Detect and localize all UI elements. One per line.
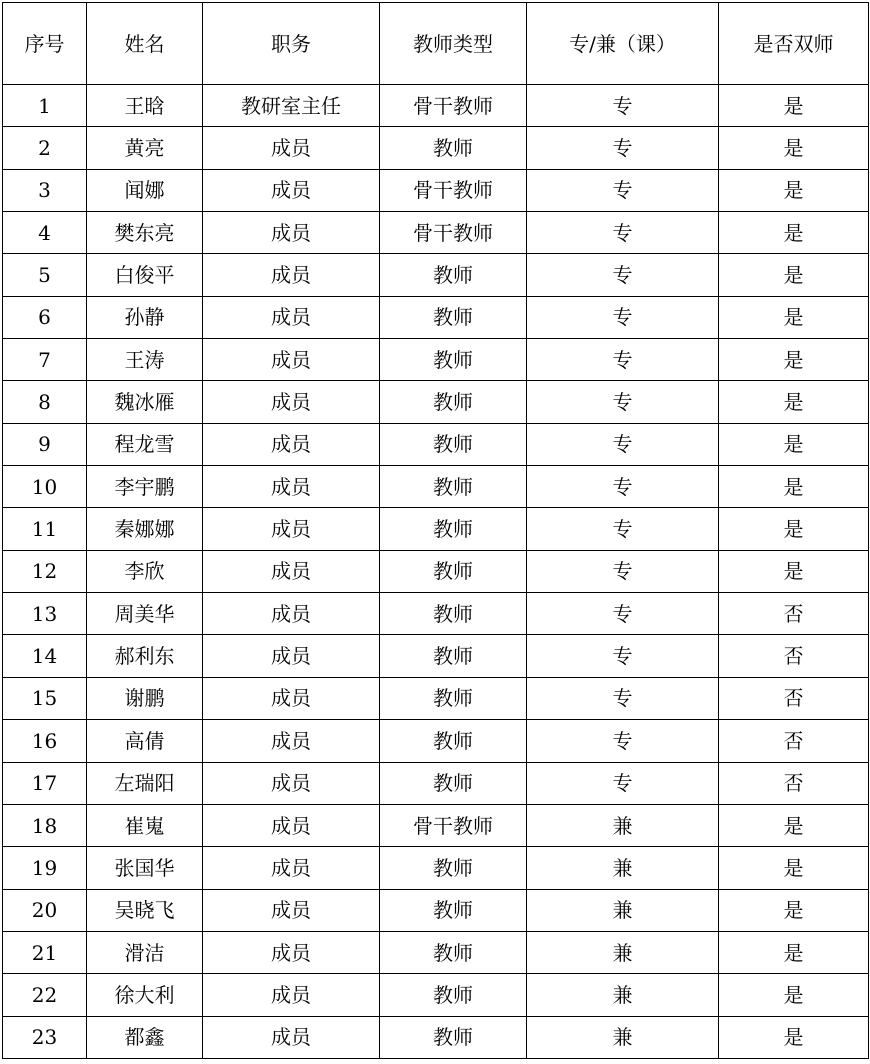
table-row — [3, 974, 869, 1016]
cell-dual-qualified: 是 — [719, 508, 869, 550]
cell-teacher-type: 教师 — [380, 466, 527, 508]
cell-position: 成员 — [203, 720, 380, 762]
cell-teacher-type: 教师 — [380, 339, 527, 381]
cell-dual-qualified: 是 — [719, 847, 869, 889]
cell-position: 成员 — [203, 423, 380, 465]
table-row — [3, 804, 869, 846]
cell-teacher-type: 教师 — [380, 423, 527, 465]
staff-table — [2, 2, 869, 1059]
cell-position: 成员 — [203, 593, 380, 635]
cell-fulltime-parttime: 专 — [527, 381, 719, 423]
cell-dual-qualified: 是 — [719, 1016, 869, 1058]
header-dual-qualified: 是否双师 — [719, 3, 869, 85]
cell-teacher-type: 教师 — [380, 381, 527, 423]
cell-index: 9 — [3, 423, 87, 465]
cell-name: 谢鹏 — [87, 677, 203, 719]
cell-dual-qualified: 是 — [719, 85, 869, 127]
cell-index: 18 — [3, 804, 87, 846]
cell-dual-qualified: 是 — [719, 169, 869, 211]
cell-fulltime-parttime: 专 — [527, 508, 719, 550]
cell-teacher-type: 教师 — [380, 296, 527, 338]
cell-name: 周美华 — [87, 593, 203, 635]
cell-teacher-type: 教师 — [380, 593, 527, 635]
cell-fulltime-parttime: 专 — [527, 466, 719, 508]
cell-name: 高倩 — [87, 720, 203, 762]
table-row — [3, 254, 869, 296]
cell-position: 教研室主任 — [203, 85, 380, 127]
cell-fulltime-parttime: 专 — [527, 85, 719, 127]
header-teacher-type: 教师类型 — [380, 3, 527, 85]
cell-dual-qualified: 是 — [719, 974, 869, 1016]
cell-dual-qualified: 是 — [719, 339, 869, 381]
cell-teacher-type: 骨干教师 — [380, 804, 527, 846]
cell-index: 8 — [3, 381, 87, 423]
table-row — [3, 593, 869, 635]
table-row — [3, 931, 869, 973]
cell-name: 李宇鹏 — [87, 466, 203, 508]
cell-dual-qualified: 是 — [719, 296, 869, 338]
cell-teacher-type: 骨干教师 — [380, 85, 527, 127]
table-row — [3, 127, 869, 169]
cell-dual-qualified: 是 — [719, 127, 869, 169]
table-row — [3, 85, 869, 127]
cell-teacher-type: 教师 — [380, 508, 527, 550]
cell-name: 吴晓飞 — [87, 889, 203, 931]
cell-name: 闻娜 — [87, 169, 203, 211]
cell-fulltime-parttime: 专 — [527, 593, 719, 635]
cell-fulltime-parttime: 兼 — [527, 1016, 719, 1058]
header-position: 职务 — [203, 3, 380, 85]
cell-dual-qualified: 是 — [719, 466, 869, 508]
cell-teacher-type: 教师 — [380, 1016, 527, 1058]
table-row — [3, 212, 869, 254]
table-row — [3, 508, 869, 550]
cell-fulltime-parttime: 专 — [527, 339, 719, 381]
cell-index: 5 — [3, 254, 87, 296]
cell-fulltime-parttime: 专 — [527, 127, 719, 169]
cell-dual-qualified: 否 — [719, 720, 869, 762]
table-row — [3, 466, 869, 508]
table-row — [3, 762, 869, 804]
cell-name: 白俊平 — [87, 254, 203, 296]
cell-position: 成员 — [203, 381, 380, 423]
cell-name: 秦娜娜 — [87, 508, 203, 550]
cell-teacher-type: 教师 — [380, 847, 527, 889]
cell-fulltime-parttime: 兼 — [527, 804, 719, 846]
cell-teacher-type: 教师 — [380, 677, 527, 719]
cell-position: 成员 — [203, 254, 380, 296]
cell-name: 孙静 — [87, 296, 203, 338]
cell-teacher-type: 教师 — [380, 254, 527, 296]
cell-name: 魏冰雁 — [87, 381, 203, 423]
table-row — [3, 550, 869, 592]
cell-index: 7 — [3, 339, 87, 381]
cell-position: 成员 — [203, 677, 380, 719]
cell-name: 都鑫 — [87, 1016, 203, 1058]
cell-teacher-type: 教师 — [380, 720, 527, 762]
cell-dual-qualified: 是 — [719, 550, 869, 592]
cell-teacher-type: 教师 — [380, 550, 527, 592]
cell-position: 成员 — [203, 762, 380, 804]
cell-position: 成员 — [203, 847, 380, 889]
cell-name: 徐大利 — [87, 974, 203, 1016]
cell-position: 成员 — [203, 339, 380, 381]
cell-position: 成员 — [203, 212, 380, 254]
cell-index: 22 — [3, 974, 87, 1016]
cell-dual-qualified: 否 — [719, 635, 869, 677]
table-row — [3, 847, 869, 889]
cell-fulltime-parttime: 兼 — [527, 974, 719, 1016]
cell-index: 15 — [3, 677, 87, 719]
cell-index: 1 — [3, 85, 87, 127]
cell-fulltime-parttime: 专 — [527, 296, 719, 338]
cell-name: 张国华 — [87, 847, 203, 889]
cell-fulltime-parttime: 专 — [527, 254, 719, 296]
table-row — [3, 423, 869, 465]
cell-teacher-type: 教师 — [380, 127, 527, 169]
cell-index: 12 — [3, 550, 87, 592]
cell-index: 11 — [3, 508, 87, 550]
cell-fulltime-parttime: 专 — [527, 550, 719, 592]
cell-fulltime-parttime: 兼 — [527, 889, 719, 931]
cell-teacher-type: 骨干教师 — [380, 169, 527, 211]
cell-name: 左瑞阳 — [87, 762, 203, 804]
cell-index: 2 — [3, 127, 87, 169]
cell-dual-qualified: 是 — [719, 423, 869, 465]
table-body — [3, 3, 869, 1059]
cell-position: 成员 — [203, 466, 380, 508]
cell-position: 成员 — [203, 550, 380, 592]
cell-index: 23 — [3, 1016, 87, 1058]
cell-fulltime-parttime: 专 — [527, 169, 719, 211]
cell-name: 王涛 — [87, 339, 203, 381]
cell-dual-qualified: 否 — [719, 593, 869, 635]
table-row — [3, 339, 869, 381]
header-index: 序号 — [3, 3, 87, 85]
cell-name: 崔嵬 — [87, 804, 203, 846]
table-row — [3, 889, 869, 931]
cell-name: 黄亮 — [87, 127, 203, 169]
table-header-row — [3, 3, 869, 85]
table-row — [3, 381, 869, 423]
cell-index: 6 — [3, 296, 87, 338]
cell-position: 成员 — [203, 169, 380, 211]
cell-index: 10 — [3, 466, 87, 508]
cell-teacher-type: 教师 — [380, 974, 527, 1016]
cell-name: 李欣 — [87, 550, 203, 592]
cell-name: 樊东亮 — [87, 212, 203, 254]
cell-name: 郝利东 — [87, 635, 203, 677]
cell-position: 成员 — [203, 804, 380, 846]
cell-teacher-type: 教师 — [380, 931, 527, 973]
cell-teacher-type: 教师 — [380, 635, 527, 677]
cell-fulltime-parttime: 专 — [527, 212, 719, 254]
cell-name: 王晗 — [87, 85, 203, 127]
cell-index: 4 — [3, 212, 87, 254]
cell-index: 19 — [3, 847, 87, 889]
cell-dual-qualified: 是 — [719, 804, 869, 846]
cell-index: 20 — [3, 889, 87, 931]
cell-fulltime-parttime: 兼 — [527, 847, 719, 889]
cell-dual-qualified: 是 — [719, 381, 869, 423]
cell-fulltime-parttime: 专 — [527, 677, 719, 719]
cell-teacher-type: 教师 — [380, 762, 527, 804]
cell-index: 13 — [3, 593, 87, 635]
cell-dual-qualified: 是 — [719, 931, 869, 973]
table-row — [3, 720, 869, 762]
cell-fulltime-parttime: 专 — [527, 762, 719, 804]
cell-fulltime-parttime: 专 — [527, 720, 719, 762]
cell-index: 14 — [3, 635, 87, 677]
cell-name: 程龙雪 — [87, 423, 203, 465]
cell-position: 成员 — [203, 508, 380, 550]
cell-position: 成员 — [203, 974, 380, 1016]
cell-teacher-type: 教师 — [380, 889, 527, 931]
cell-position: 成员 — [203, 296, 380, 338]
cell-position: 成员 — [203, 889, 380, 931]
cell-dual-qualified: 是 — [719, 889, 869, 931]
cell-index: 17 — [3, 762, 87, 804]
cell-fulltime-parttime: 专 — [527, 423, 719, 465]
cell-position: 成员 — [203, 1016, 380, 1058]
cell-teacher-type: 骨干教师 — [380, 212, 527, 254]
cell-index: 16 — [3, 720, 87, 762]
cell-fulltime-parttime: 专 — [527, 635, 719, 677]
cell-dual-qualified: 是 — [719, 254, 869, 296]
cell-dual-qualified: 是 — [719, 212, 869, 254]
header-name: 姓名 — [87, 3, 203, 85]
cell-index: 21 — [3, 931, 87, 973]
table-row — [3, 296, 869, 338]
cell-dual-qualified: 否 — [719, 677, 869, 719]
table-row — [3, 635, 869, 677]
table-row — [3, 1016, 869, 1058]
cell-position: 成员 — [203, 127, 380, 169]
header-fulltime-parttime: 专/兼（课） — [527, 3, 719, 85]
cell-position: 成员 — [203, 635, 380, 677]
table-row — [3, 169, 869, 211]
cell-index: 3 — [3, 169, 87, 211]
cell-dual-qualified: 否 — [719, 762, 869, 804]
cell-fulltime-parttime: 兼 — [527, 931, 719, 973]
cell-position: 成员 — [203, 931, 380, 973]
table-row — [3, 677, 869, 719]
cell-name: 滑洁 — [87, 931, 203, 973]
